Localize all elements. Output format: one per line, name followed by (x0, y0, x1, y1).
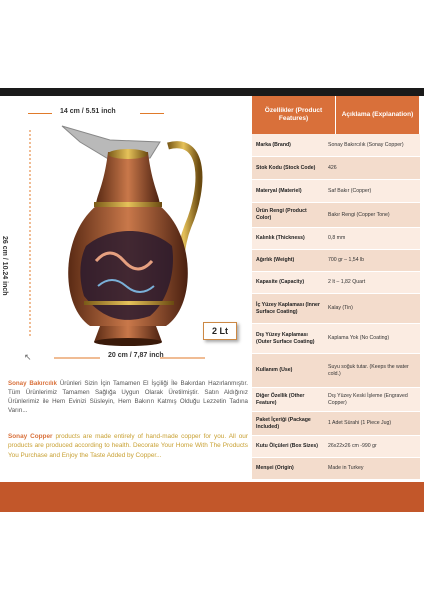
bottom-accent-bar (0, 482, 424, 512)
spec-table (252, 96, 420, 480)
spec-value: Sonay Bakırcılık (Sonay Copper) (324, 134, 420, 156)
table-row (252, 388, 420, 412)
table-row (252, 157, 420, 180)
dimension-width-top: 14 cm / 5.51 inch (60, 108, 116, 115)
description-english (8, 432, 248, 460)
spec-value: 1 Adet Sürahi (1 Piece Jug) (324, 412, 420, 435)
spec-key: Kutu Ölçüleri (Box Sizes) (252, 436, 324, 457)
spec-key: Kalınlık (Thickness) (252, 228, 324, 249)
top-dark-bar (0, 88, 424, 96)
dimension-height: 26 cm / 10.24 inch (1, 236, 8, 296)
spec-value: Made in Turkey (324, 458, 420, 479)
table-row (252, 134, 420, 157)
spec-key: Diğer Özellik (Other Feature) (252, 388, 324, 411)
spec-value: Suyu soğuk tutar. (Keeps the water cold.) (324, 354, 420, 387)
spec-value: Bakır Rengi (Copper Tone) (324, 203, 420, 227)
spec-value: Dış Yüzey Keski İşleme (Engraved Copper) (324, 388, 420, 411)
spec-value: Kaplama Yok (No Coating) (324, 324, 420, 353)
spec-key: Kapasite (Capacity) (252, 272, 324, 293)
spec-header-features: Özellikler (Product Features) (252, 96, 336, 134)
spec-key: Materyal (Materiel) (252, 180, 324, 202)
brand-name-en: Sonay Copper (8, 433, 53, 440)
spec-key: Menşei (Origin) (252, 458, 324, 479)
spec-key: Marka (Brand) (252, 134, 324, 156)
table-row (252, 412, 420, 436)
mouse-cursor-icon: ↖ (24, 352, 32, 362)
table-row (252, 228, 420, 250)
spec-key: Stok Kodu (Stock Code) (252, 157, 324, 179)
table-row (252, 250, 420, 272)
spec-key: Ürün Rengi (Product Color) (252, 203, 324, 227)
description-turkish (8, 380, 248, 416)
table-row (252, 272, 420, 294)
spec-value: 700 gr – 1,54 lb (324, 250, 420, 271)
spec-key: Kullanım (Use) (252, 354, 324, 387)
spec-value: 0,8 mm (324, 228, 420, 249)
table-row (252, 294, 420, 324)
dimension-width-bottom: 20 cm / 7,87 inch (108, 352, 164, 359)
spec-key: İç Yüzey Kaplaması (Inner Surface Coating) (252, 294, 324, 323)
spec-key: Paket İçeriği (Package Included) (252, 412, 324, 435)
table-row (252, 354, 420, 388)
spec-header-explanation: Açıklama (Explanation) (336, 96, 420, 134)
product-illustration (0, 96, 252, 371)
spec-key: Ağırlık (Weight) (252, 250, 324, 271)
spec-table-header (252, 96, 420, 134)
capacity-badge: 2 Lt (203, 322, 237, 340)
table-row (252, 436, 420, 458)
spec-value: 426 (324, 157, 420, 179)
brand-name-tr: Sonay Bakırcılık (8, 380, 57, 387)
spec-value: 26x22x26 cm -990 gr (324, 436, 420, 457)
table-row (252, 324, 420, 354)
description-en-text: products are made entirely of hand-made copper for you. All our products are produced according to health. Decorate Your Home With The Products You Purchase and Enjoy the Taste Added by Copper... (8, 433, 248, 459)
spec-value: Saf Bakır (Copper) (324, 180, 420, 202)
table-row (252, 180, 420, 203)
spec-value: 2 lt – 1,82 Quart (324, 272, 420, 293)
spec-value: Kalay (Tin) (324, 294, 420, 323)
description-tr-text: Ürünleri Sizin İçin Tamamen El İşçiliği İle Bakırdan Hazırlanmıştır. Tüm Ürünlerimiz Tamamen Sağlığa Uygun Olarak Üretilmiştir. Satın Aldığınız Ürünlerimiz ile Hem Evinizi Süsleyin, Hem Bakırın Katmış Olduğu Lezzetin Tadına Varın... (8, 380, 248, 414)
table-row (252, 458, 420, 480)
table-row (252, 203, 420, 228)
spec-key: Dış Yüzey Kaplaması (Outer Surface Coating) (252, 324, 324, 353)
